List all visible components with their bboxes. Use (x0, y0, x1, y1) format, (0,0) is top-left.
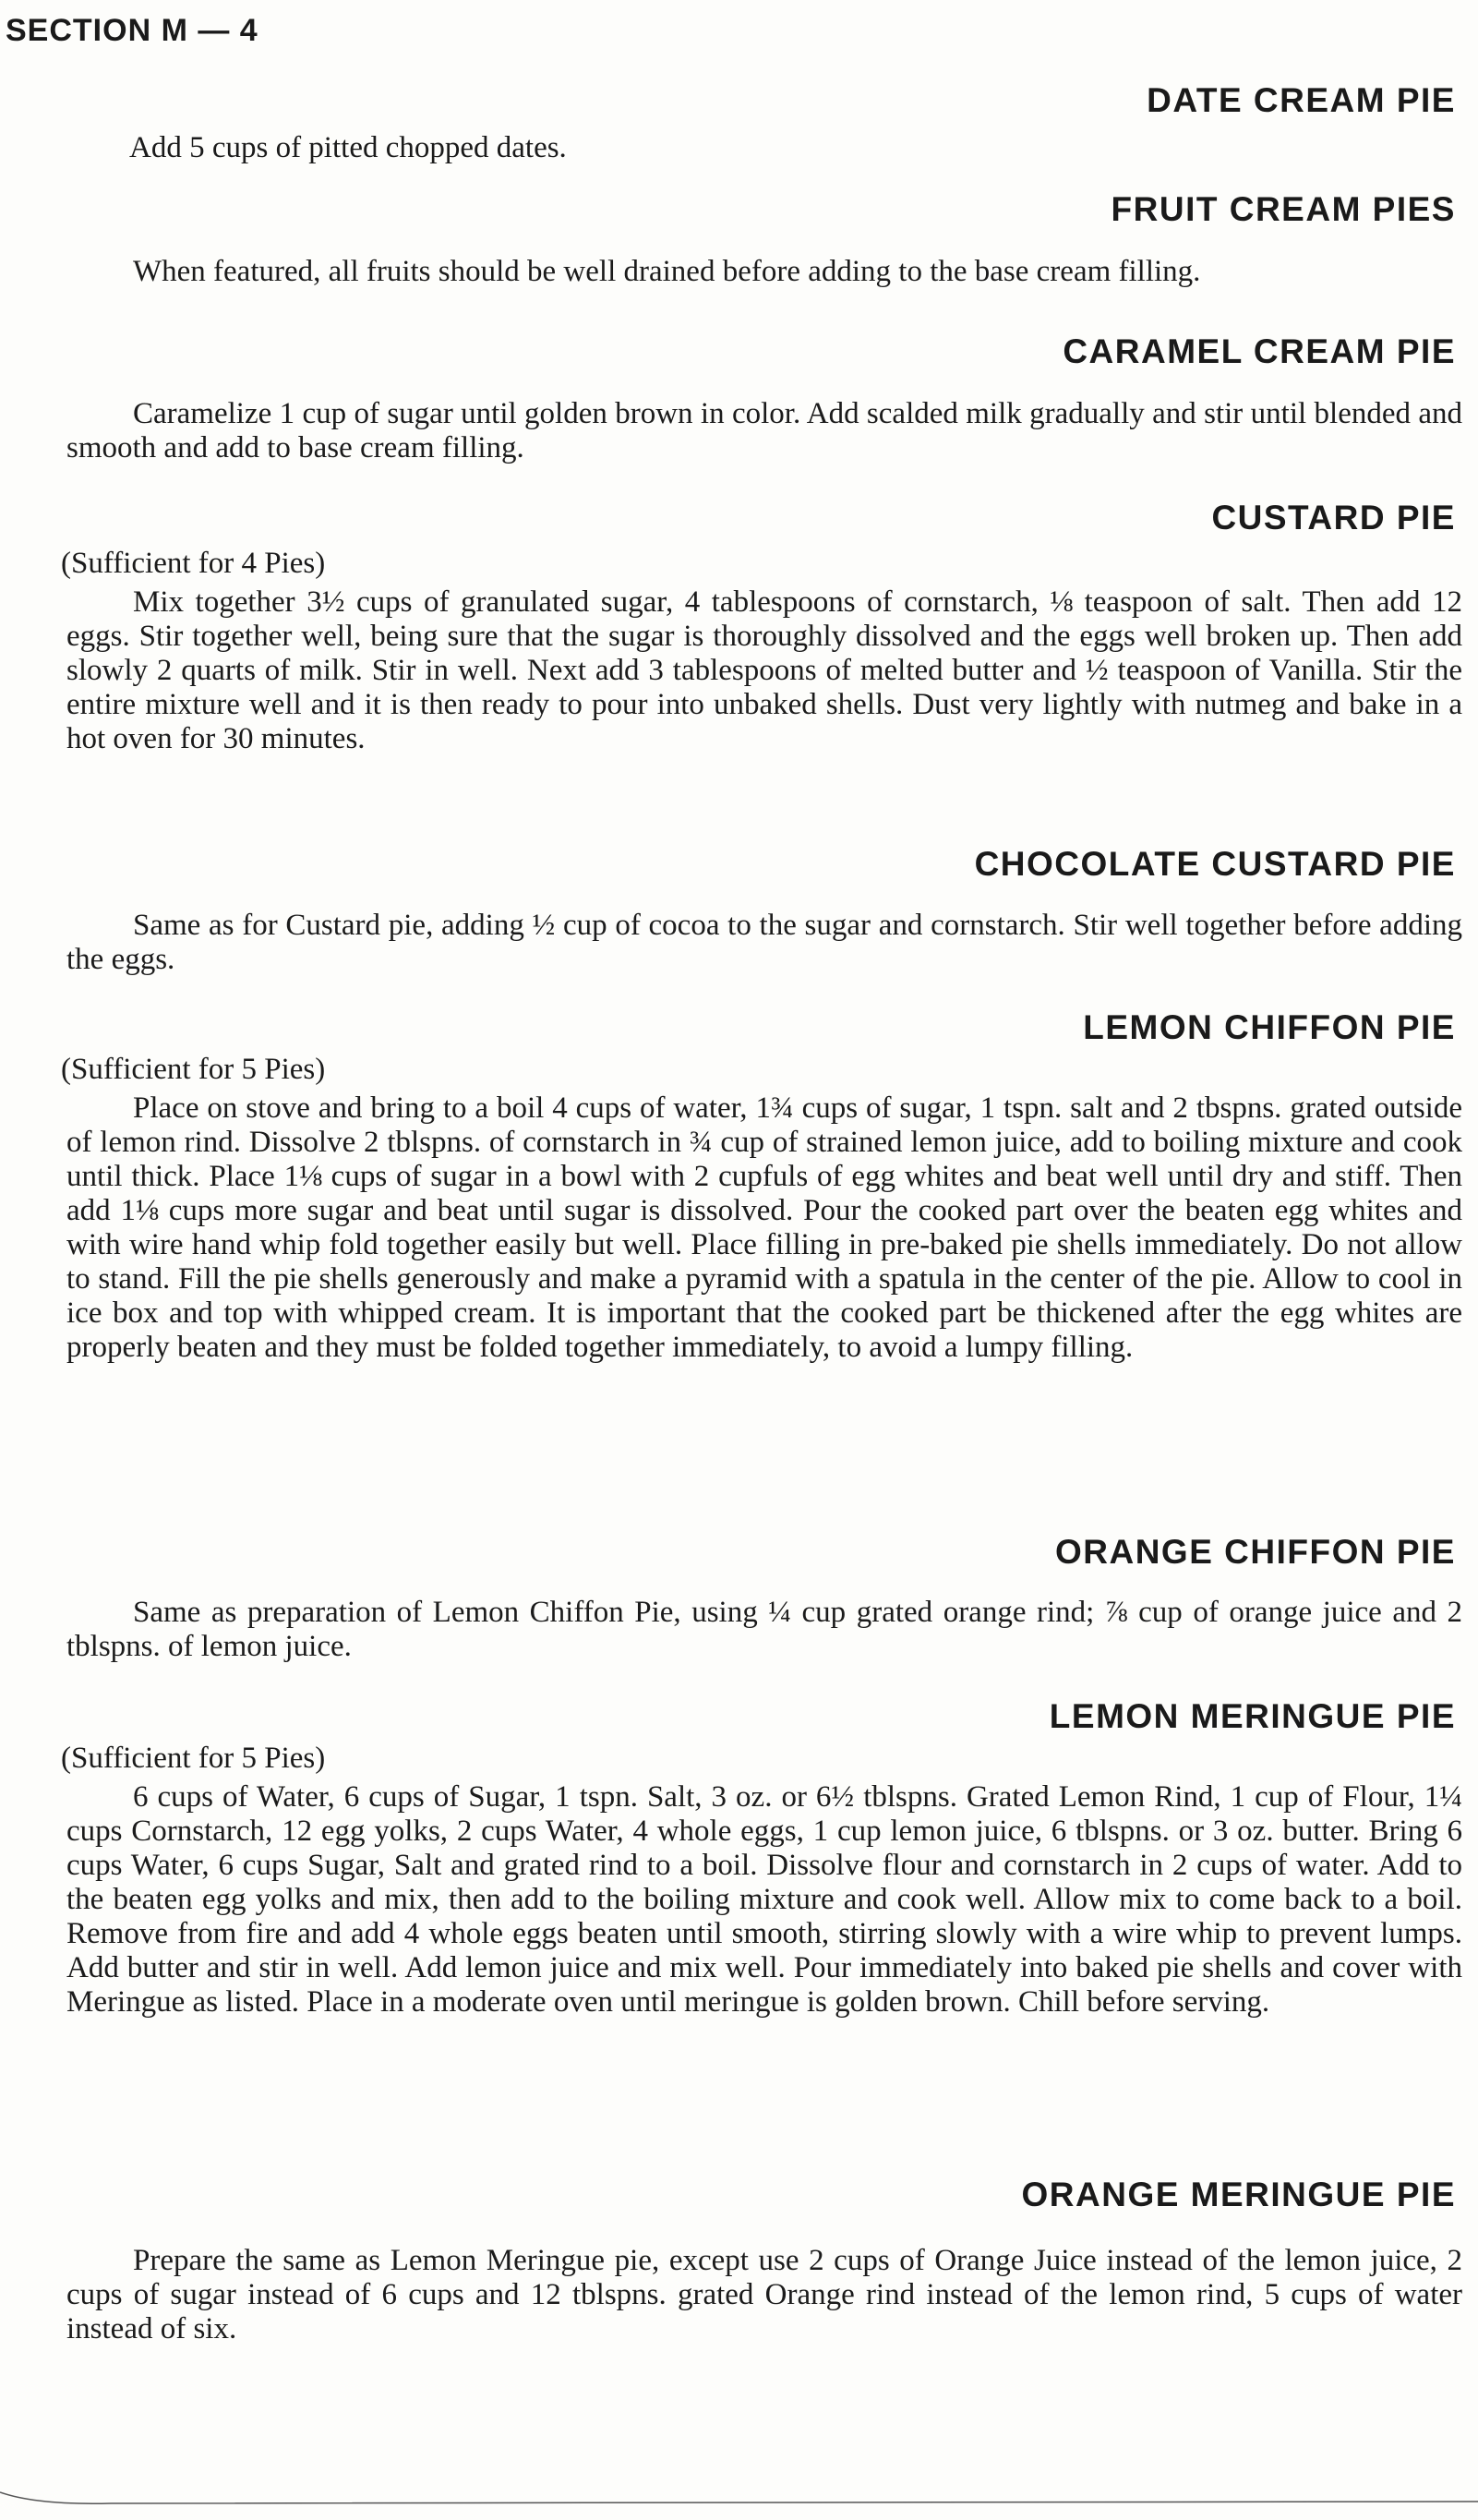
heading-fruit-cream-pies: FRUIT CREAM PIES (1111, 190, 1456, 228)
body-caramel-cream-pie: Caramelize 1 cup of sugar until golden brown in color. Add scalded milk gradually and stir until blended and smooth and add to base cream filling. (66, 397, 1462, 464)
body-chocolate-custard-pie: Same as for Custard pie, adding ½ cup of cocoa to the sugar and cornstarch. Stir well together before adding the eggs. (66, 909, 1462, 976)
heading-orange-meringue-pie: ORANGE MERINGUE PIE (1021, 2176, 1456, 2213)
heading-chocolate-custard-pie: CHOCOLATE CUSTARD PIE (974, 845, 1456, 883)
body-lemon-meringue-pie: 6 cups of Water, 6 cups of Sugar, 1 tspn. Salt, 3 oz. or 6½ tblspns. Grated Lemon Rind, 1 cup of Flour, 1¼ cups Cornstarch, 12 egg yolks, 2 cups Water, 4 whole eggs, 1 cup lemon juice, 6 tblspns. or 3 oz. butter. Bring 6 cups Water, 6 cups Sugar, Salt and grated rind to a boil. Dissolve flour and cornstarch in 2 cups of water. Add to the beaten egg yolks and mix, then add to the boiling mixture and cook well. Allow mix to come back to a boil. Remove from fire and add 4 whole eggs beaten until smooth, stirring slowly with a wire whip to prevent lumps. Add butter and stir in well. Add lemon juice and mix well. Pour immediately into baked pie shells and cover with Meringue as listed. Place in a moderate oven until meringue is golden brown. Chill before serving. (66, 1780, 1462, 2019)
body-fruit-cream-pies: When featured, all fruits should be well drained before adding to the base cream filling. (133, 255, 1201, 288)
yield-note-custard-pie: (Sufficient for 4 Pies) (61, 547, 326, 580)
yield-note-lemon-chiffon-pie: (Sufficient for 5 Pies) (61, 1053, 326, 1086)
heading-custard-pie: CUSTARD PIE (1211, 499, 1456, 537)
heading-caramel-cream-pie: CARAMEL CREAM PIE (1063, 332, 1456, 370)
body-orange-chiffon-pie: Same as preparation of Lemon Chiffon Pie, using ¼ cup grated orange rind; ⅞ cup of orange juice and 2 tblspns. of lemon juice. (66, 1596, 1462, 1663)
heading-date-cream-pie: DATE CREAM PIE (1147, 81, 1456, 119)
body-orange-meringue-pie: Prepare the same as Lemon Meringue pie, except use 2 cups of Orange Juice instead of the lemon juice, 2 cups of sugar instead of 6 cups and 12 tblspns. grated Orange rind instead of the lemon rind, 5 cups of water instead of six. (66, 2244, 1462, 2345)
body-lemon-chiffon-pie: Place on stove and bring to a boil 4 cups of water, 1¾ cups of sugar, 1 tspn. salt and 2 tbspns. grated outside of lemon rind. Dissolve 2 tblspns. of cornstarch in ¾ cup of strained lemon juice, add to boiling mixture and cook until thick. Place 1⅛ cups of sugar in a bowl with 2 cupfuls of egg whites and beat well until dry and stiff. Then add 1⅛ cups more sugar and beat until sugar is dissolved. Pour the cooked part over the beaten egg whites and with wire hand whip fold together easily but well. Place filling in pre-baked pie shells immediately. Do not allow to stand. Fill the pie shells generously and make a pyramid with a spatula in the center of the pie. Allow to cool in ice box and top with whipped cream. It is important that the cooked part be thickened after the egg whites are properly beaten and they must be folded together immediately, to avoid a lumpy filling. (66, 1091, 1462, 1364)
heading-lemon-chiffon-pie: LEMON CHIFFON PIE (1083, 1008, 1456, 1046)
body-date-cream-pie: Add 5 cups of pitted chopped dates. (129, 131, 567, 164)
heading-lemon-meringue-pie: LEMON MERINGUE PIE (1049, 1697, 1456, 1735)
section-label: SECTION M — 4 (6, 13, 258, 48)
body-custard-pie: Mix together 3½ cups of granulated sugar, 4 tablespoons of cornstarch, ⅛ teaspoon of salt. Then add 12 eggs. Stir together well, being sure that the sugar is thoroughly dissolved and the eggs well broken up. Then add slowly 2 quarts of milk. Stir in well. Next add 3 tablespoons of melted butter and ½ teaspoon of Vanilla. Stir the entire mixture well and it is then ready to pour into unbaked shells. Dust very lightly with nutmeg and bake in a hot oven for 30 minutes. (66, 585, 1462, 755)
page-bottom-edge (0, 2490, 1478, 2507)
heading-orange-chiffon-pie: ORANGE CHIFFON PIE (1054, 1533, 1456, 1571)
yield-note-lemon-meringue-pie: (Sufficient for 5 Pies) (61, 1742, 326, 1775)
